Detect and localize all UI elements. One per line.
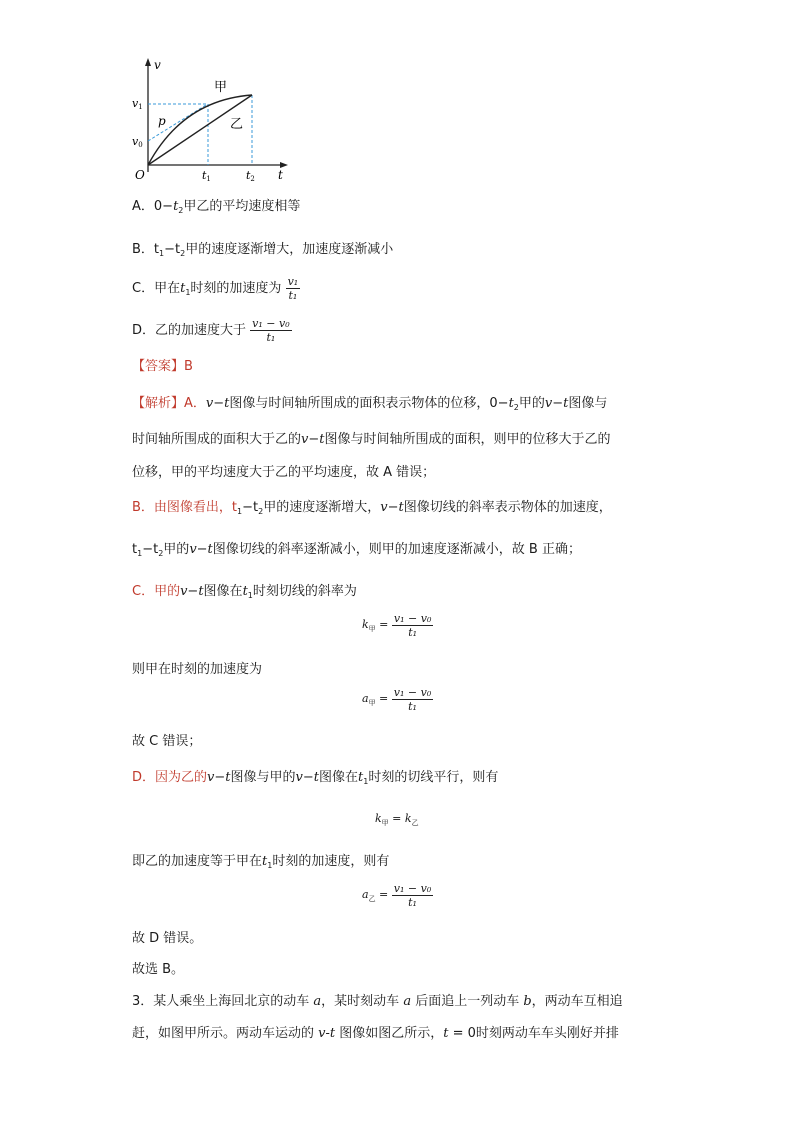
analysis-a-line2: 时间轴所围成的面积大于乙的v−t图像与时间轴所围成的面积，则甲的位移大于乙的 xyxy=(132,432,611,447)
point-p-label: p xyxy=(158,114,166,128)
q3-line1: 3．某人乘坐上海回北京的动车 a，某时刻动车 a 后面追上一列动车 b，两动车互相追 xyxy=(132,994,623,1009)
v1-label: v1 xyxy=(132,97,143,111)
t2-label: t2 xyxy=(246,169,255,183)
analysis-c-line2: 则甲在时刻的加速度为 xyxy=(132,662,263,677)
analysis-a-line3: 位移，甲的平均速度大于乙的平均速度，故 A 错误； xyxy=(132,465,436,480)
analysis-a-line1: 【解析】A．v−t图像与时间轴所围成的面积表示物体的位移，$0-t_2$甲的v−t图像与 xyxy=(132,396,608,412)
final-choice: 故选 B。 xyxy=(132,962,185,977)
t-axis-label: t xyxy=(278,168,283,182)
analysis-b-line1: B．由图像看出，$t_1-t_2$甲的速度逐渐增大，v−t图像切线的斜率表示物体的加速度， xyxy=(132,500,612,516)
v0-label: v0 xyxy=(132,135,143,149)
option-b: B．$t_1-t_2$甲的速度逐渐增大，加速度逐渐减小 xyxy=(132,242,394,258)
option-d-fraction: $\frac{\text{v₁ − v₀}}{\text{t₁}}$ xyxy=(252,317,290,344)
v-axis-label: v xyxy=(154,58,161,72)
v-axis-arrow xyxy=(145,58,151,66)
equation-k-jia: $k_甲$ = $\frac{\text{v₁ − v₀}}{\text{t₁}}$ xyxy=(362,612,432,639)
equation-k-equal: $k_甲 = k_乙$ xyxy=(375,812,419,827)
option-a: A．$0-t_2$甲乙的平均速度相等 xyxy=(132,199,301,215)
analysis-c-line1: C．甲的v−t图像在$t_1$时刻切线的斜率为 xyxy=(132,584,357,600)
tangent-guide xyxy=(148,105,206,141)
option-c: C．甲在$t_1$时刻的加速度为 $\frac{\text{v₁}}{\text{t₁}}$ xyxy=(132,275,299,302)
equation-a-jia: $a_甲$ = $\frac{\text{v₁ − v₀}}{\text{t₁}}$ xyxy=(362,686,432,713)
answer: 【答案】B xyxy=(132,359,193,374)
equation-a-yi: $a_乙$ = $\frac{\text{v₁ − v₀}}{\text{t₁}}$ xyxy=(362,882,432,909)
analysis-c-line3: 故 C 错误； xyxy=(132,734,202,749)
vt-graph xyxy=(128,55,293,185)
option-c-fraction: $\frac{\text{v₁}}{\text{t₁}}$ xyxy=(287,275,299,302)
analysis-d-line2: 即乙的加速度等于甲在$t_1$时刻的加速度，则有 xyxy=(132,854,390,870)
curve-yi-label: 乙 xyxy=(230,117,244,132)
curve-jia-label: 甲 xyxy=(214,80,228,95)
q3-line2: 赶，如图甲所示。两动车运动的 v-t 图像如图乙所示，t = 0时刻两动车车头刚好并排 xyxy=(132,1026,619,1041)
origin-label: O xyxy=(135,168,145,182)
analysis-d-line3: 故 D 错误。 xyxy=(132,931,203,946)
analysis-d-line1: D．因为乙的v−t图像与甲的v−t图像在$t_1$时刻的切线平行，则有 xyxy=(132,770,499,786)
analysis-b-line2: $t_1-t_2$甲的v−t图像切线的斜率逐渐减小，则甲的加速度逐渐减小，故 B 正确； xyxy=(132,542,581,558)
t1-label: t1 xyxy=(202,169,211,183)
option-d: D．乙的加速度大于 $\frac{\text{v₁ − v₀}}{\text{t₁}}$ xyxy=(132,317,290,344)
